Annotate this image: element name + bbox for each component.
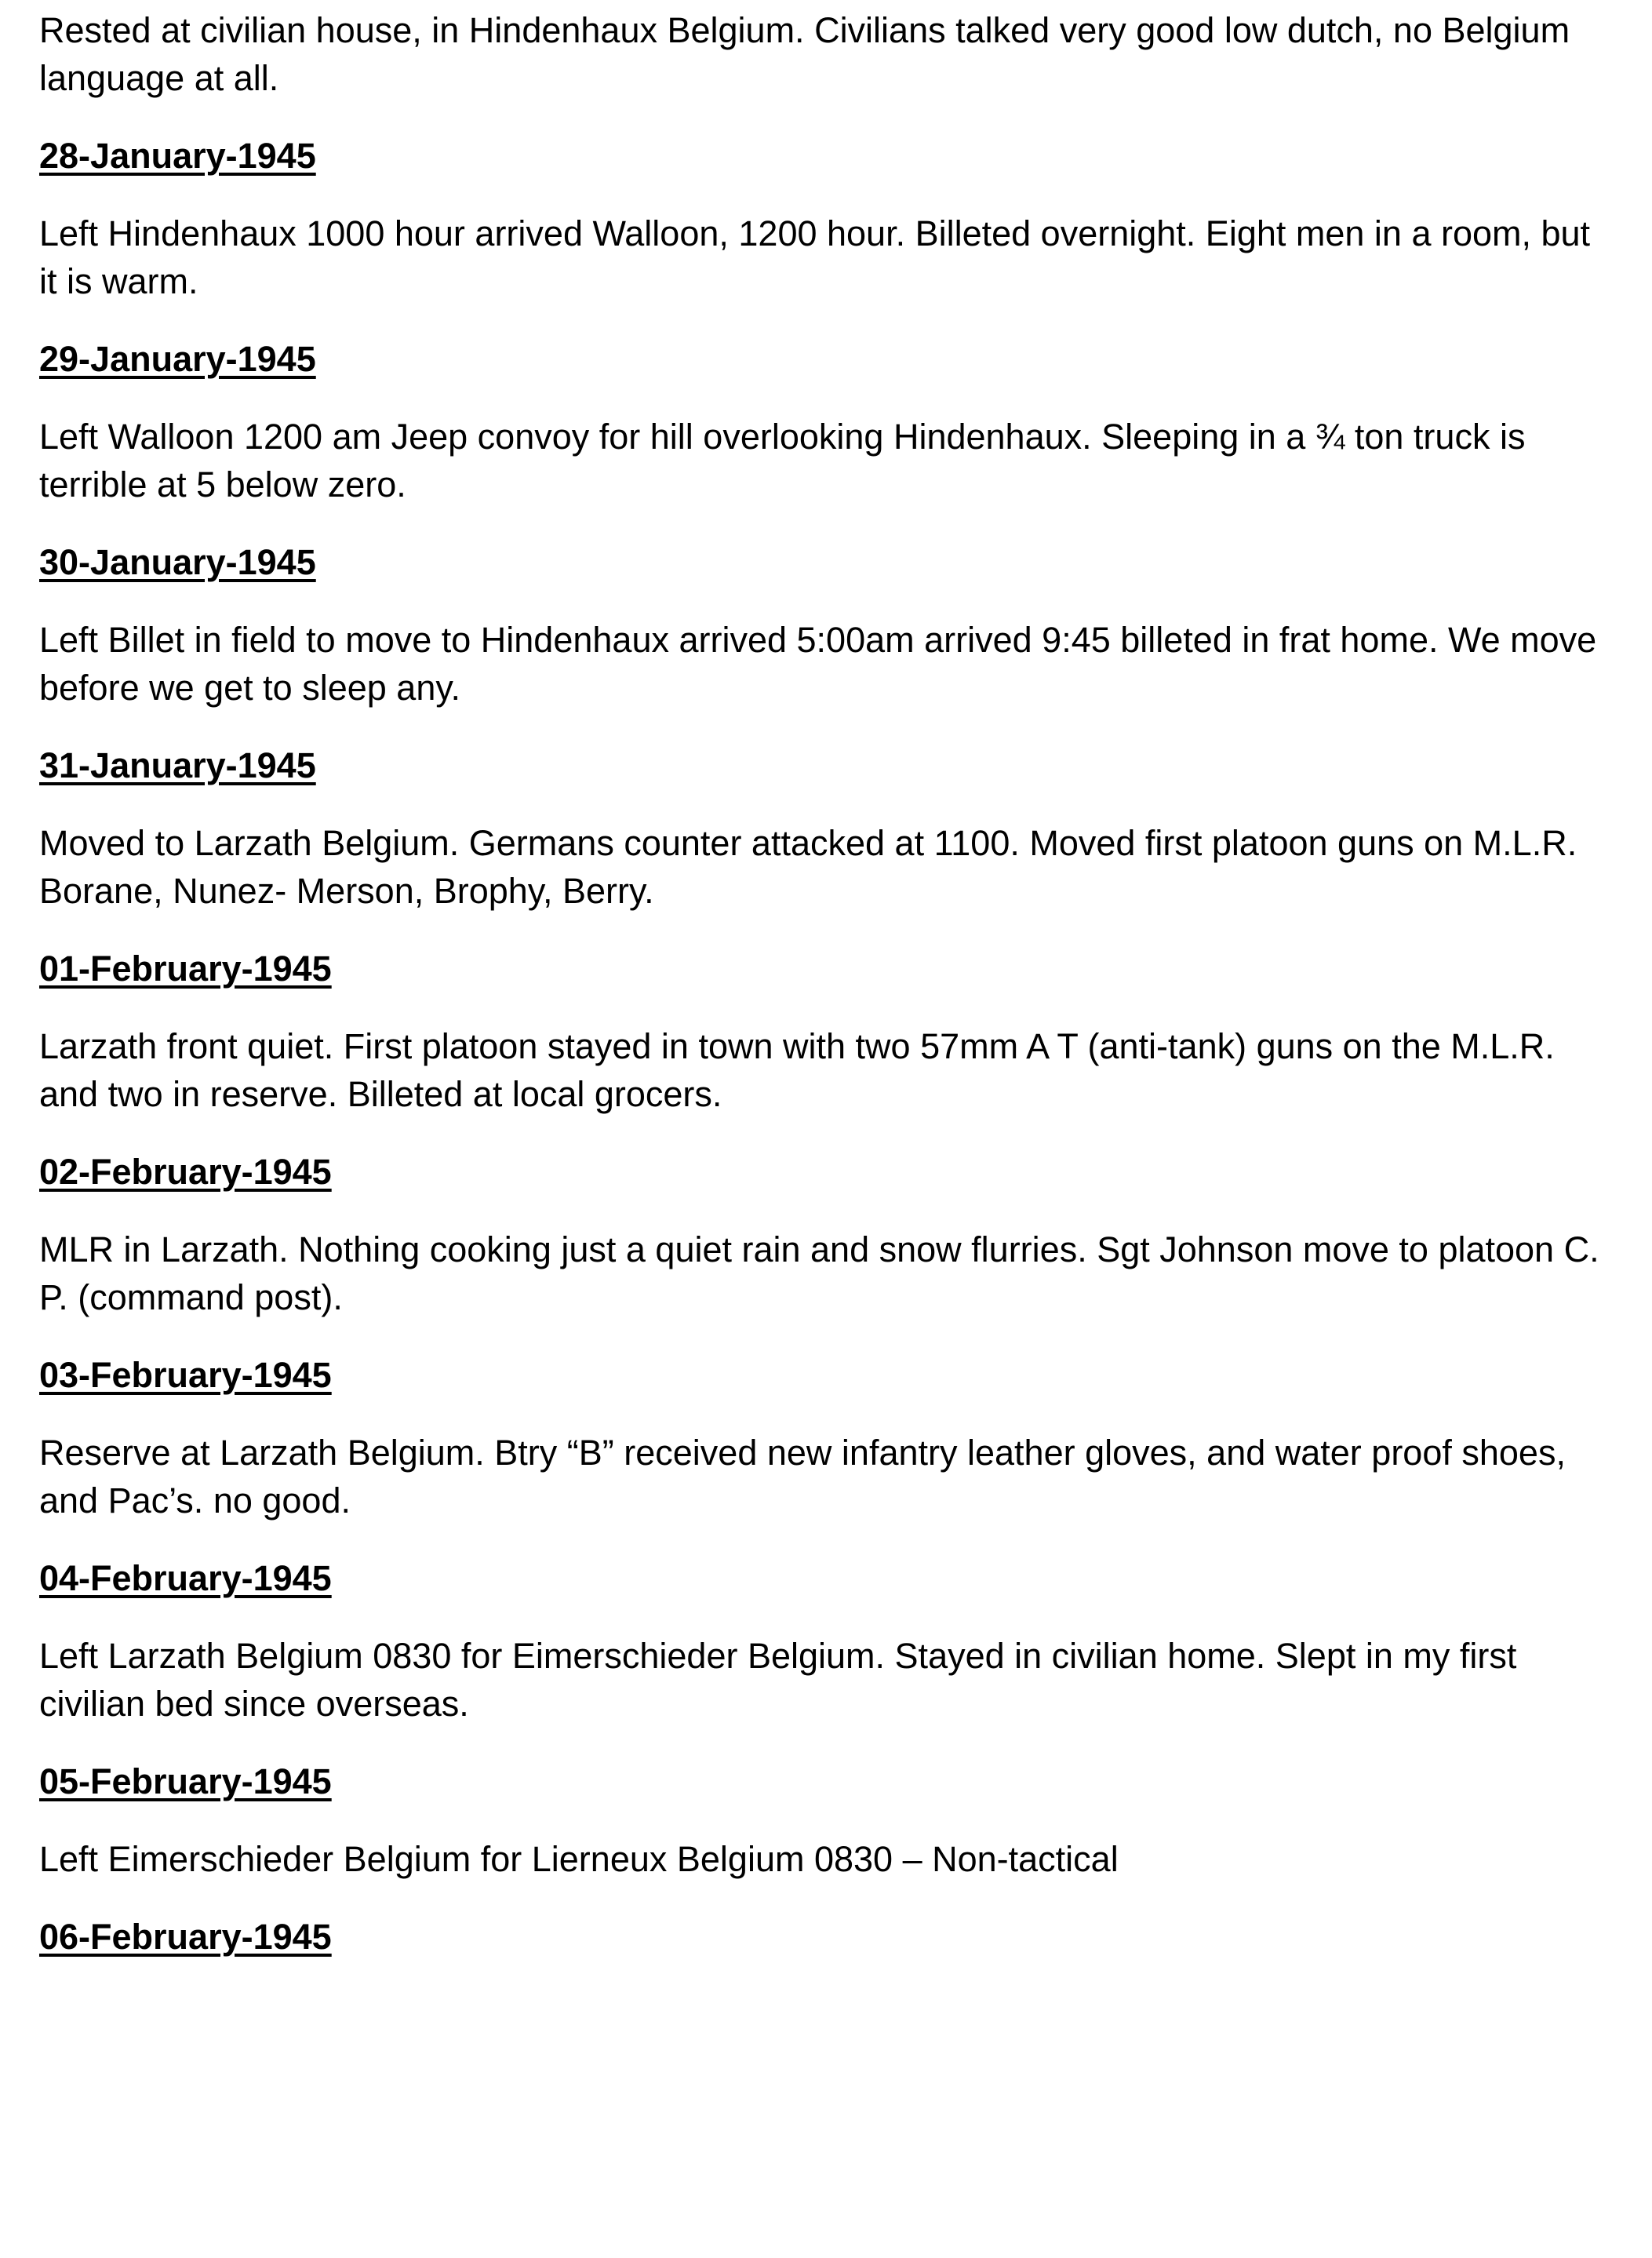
entry-date: 02-February-1945 bbox=[39, 1152, 332, 1192]
entry-date: 30-January-1945 bbox=[39, 542, 316, 582]
diary-entry bbox=[39, 945, 1616, 1118]
entry-date: 31-January-1945 bbox=[39, 745, 316, 785]
entry-text: Moved to Larzath Belgium. Germans counter attacked at 1100. Moved first platoon guns on M.L.R. Borane, Nunez- Merson, Brophy, Berry. bbox=[39, 823, 1577, 911]
diary-entry bbox=[39, 741, 1616, 915]
entry-date: 28-January-1945 bbox=[39, 136, 316, 176]
diary-entry bbox=[39, 335, 1616, 508]
entry-date: 01-February-1945 bbox=[39, 949, 332, 989]
diary-entry bbox=[39, 1554, 1616, 1728]
entry-text: Larzath front quiet. First platoon stayed in town with two 57mm A T (anti-tank) guns on the M.L.R. and two in reserve. Billeted at local grocers. bbox=[39, 1026, 1555, 1114]
diary-entry bbox=[39, 1351, 1616, 1524]
entry-text: Left Larzath Belgium 0830 for Eimerschieder Belgium. Stayed in civilian home. Slept in my first civilian bed since overseas. bbox=[39, 1636, 1517, 1724]
entry-text: Left Billet in field to move to Hindenhaux arrived 5:00am arrived 9:45 billeted in frat home. We move before we get to sleep any. bbox=[39, 620, 1597, 708]
diary-entry bbox=[39, 538, 1616, 712]
entry-text: Reserve at Larzath Belgium. Btry “B” received new infantry leather gloves, and water proof shoes, and Pac’s. no good. bbox=[39, 1433, 1566, 1521]
diary-entry bbox=[39, 1757, 1616, 1883]
entry-text: Left Hindenhaux 1000 hour arrived Walloon, 1200 hour. Billeted overnight. Eight men in a room, but it is warm. bbox=[39, 213, 1591, 301]
diary-entry bbox=[39, 1913, 1616, 1961]
entry-date: 29-January-1945 bbox=[39, 339, 316, 379]
entry-text: MLR in Larzath. Nothing cooking just a quiet rain and snow flurries. Sgt Johnson move to platoon C. P. (command post). bbox=[39, 1229, 1599, 1317]
entry-text: Left Walloon 1200 am Jeep convoy for hill overlooking Hindenhaux. Sleeping in a ¾ ton truck is terrible at 5 below zero. bbox=[39, 417, 1526, 504]
document-page bbox=[39, 6, 1616, 1990]
diary-entry bbox=[39, 132, 1616, 305]
entry-date: 03-February-1945 bbox=[39, 1355, 332, 1395]
entry-date: 05-February-1945 bbox=[39, 1761, 332, 1801]
entry-text: Left Eimerschieder Belgium for Lierneux Belgium 0830 – Non-tactical bbox=[39, 1839, 1119, 1879]
intro-paragraph: Rested at civilian house, in Hindenhaux Belgium. Civilians talked very good low dutch, no Belgium language at all. bbox=[39, 10, 1570, 98]
entry-date: 06-February-1945 bbox=[39, 1917, 332, 1957]
diary-entry bbox=[39, 1148, 1616, 1321]
entry-date: 04-February-1945 bbox=[39, 1558, 332, 1598]
